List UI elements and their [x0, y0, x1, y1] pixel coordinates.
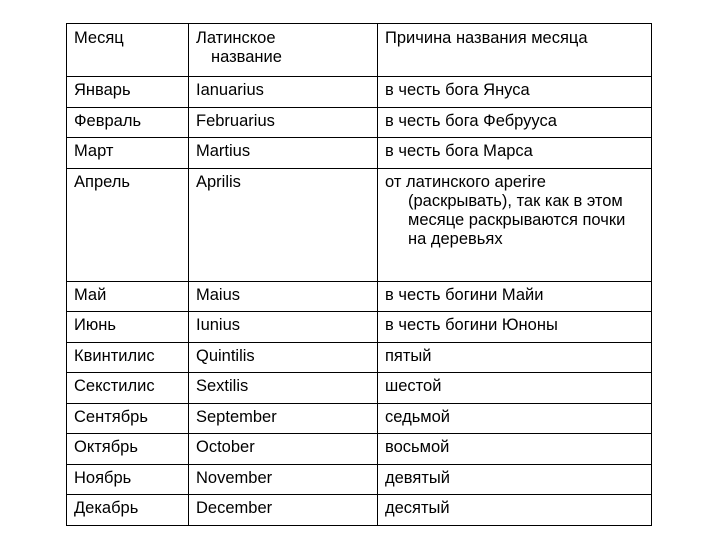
table-row	[67, 168, 652, 281]
table-row	[67, 138, 652, 169]
month-cell: Ноябрь	[67, 464, 189, 495]
latin-cell: Sextilis	[189, 373, 378, 404]
reason-cell: шестой	[378, 373, 652, 404]
month-cell: Февраль	[67, 107, 189, 138]
header-latin	[189, 24, 378, 77]
header-row	[67, 24, 652, 77]
table-row	[67, 107, 652, 138]
table-row	[67, 281, 652, 312]
month-cell: Сентябрь	[67, 403, 189, 434]
reason-cell: девятый	[378, 464, 652, 495]
latin-cell: Martius	[189, 138, 378, 169]
latin-cell: Februarius	[189, 107, 378, 138]
latin-cell: December	[189, 495, 378, 526]
header-reason: Причина названия месяца	[378, 24, 652, 77]
table-row	[67, 373, 652, 404]
month-cell: Март	[67, 138, 189, 169]
latin-cell: September	[189, 403, 378, 434]
months-table	[66, 23, 652, 526]
table-row	[67, 464, 652, 495]
reason-cell: восьмой	[378, 434, 652, 465]
header-month: Месяц	[67, 24, 189, 77]
table-row	[67, 495, 652, 526]
month-cell: Апрель	[67, 168, 189, 281]
reason-cell: в честь бога Януса	[378, 77, 652, 108]
table-row	[67, 403, 652, 434]
month-cell: Квинтилис	[67, 342, 189, 373]
table-row	[67, 312, 652, 343]
header-latin-line1: Латинское	[196, 29, 276, 47]
reason-cell: седьмой	[378, 403, 652, 434]
reason-cell: пятый	[378, 342, 652, 373]
month-cell: Январь	[67, 77, 189, 108]
latin-cell: Quintilis	[189, 342, 378, 373]
latin-cell: October	[189, 434, 378, 465]
table-row	[67, 342, 652, 373]
month-cell: Декабрь	[67, 495, 189, 526]
reason-cell: в честь бога Марса	[378, 138, 652, 169]
latin-cell: Maius	[189, 281, 378, 312]
reason-cell: в честь богини Юноны	[378, 312, 652, 343]
latin-cell: Iunius	[189, 312, 378, 343]
reason-cell: в честь бога Фебрууса	[378, 107, 652, 138]
latin-cell: November	[189, 464, 378, 495]
reason-cell	[378, 168, 652, 281]
latin-cell: Ianuarius	[189, 77, 378, 108]
reason-cell: десятый	[378, 495, 652, 526]
month-cell: Май	[67, 281, 189, 312]
table-row	[67, 77, 652, 108]
month-cell: Июнь	[67, 312, 189, 343]
table-row	[67, 434, 652, 465]
reason-cell: в честь богини Майи	[378, 281, 652, 312]
latin-cell: Aprilis	[189, 168, 378, 281]
reason-text: от латинского aperire (раскрывать), так как в этом месяце раскрываются почки на деревьях	[385, 172, 626, 248]
header-latin-line2: название	[211, 48, 282, 66]
month-cell: Октябрь	[67, 434, 189, 465]
month-cell: Секстилис	[67, 373, 189, 404]
